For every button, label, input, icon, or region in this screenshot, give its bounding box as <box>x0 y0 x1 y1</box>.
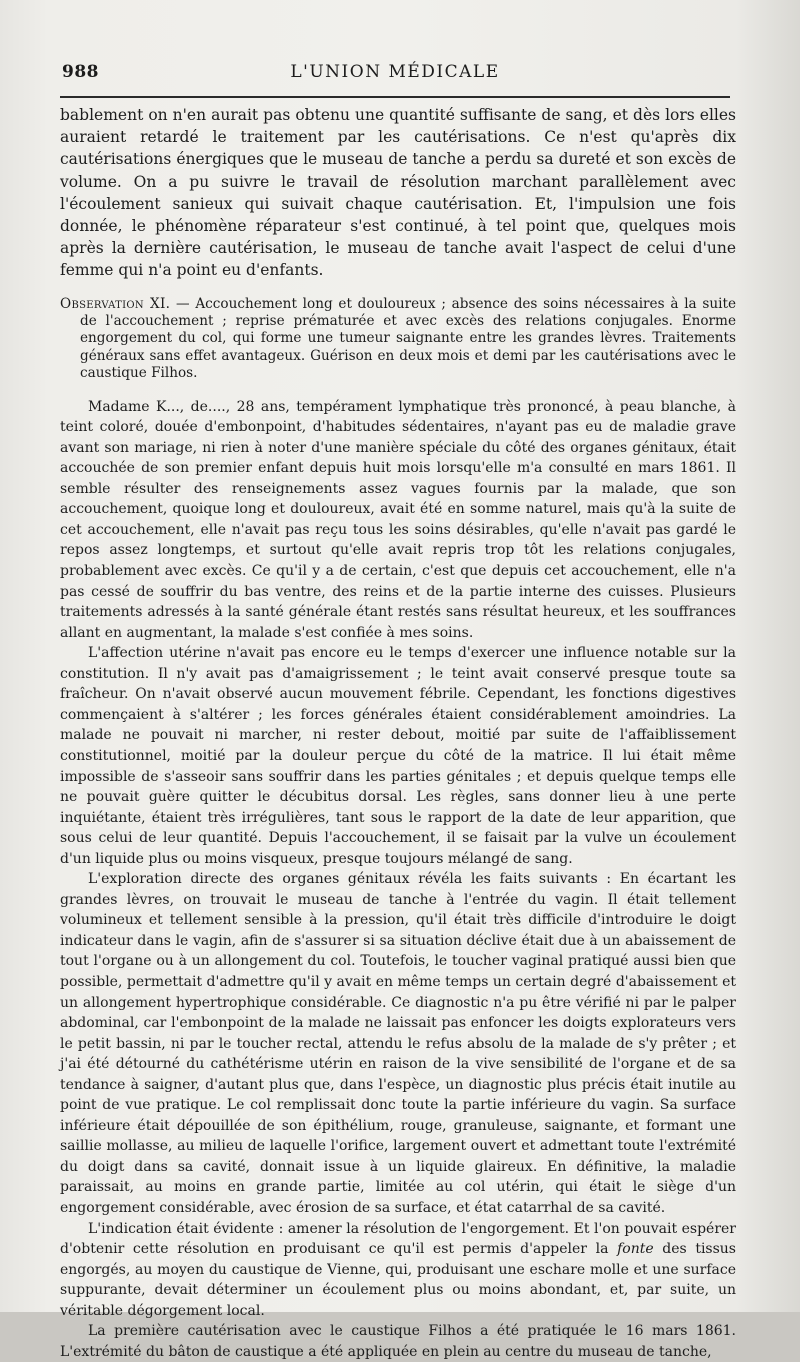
case-paragraph-constitution: L'affection utérine n'avait pas encore eu le temps d'exercer une influence notable sur la constitution. Il n'y avait pas d'amaigrissement ; le teint avait conservé presque toute sa fraîcheur. On n'avait observé aucun mouvement fébrile. Cependant, les fonctions digestives commençaient à s'altérer ; les forces générales étaient considérablement amoindries. La malade ne pouvait ni marcher, ni rester debout, moitié par suite de l'affaiblissement constitutionnel, moitié par la douleur perçue du côté de la matrice. Il lui était même impossible de s'asseoir sans souffrir dans les parties génitales ; et depuis quelque temps elle ne pouvait guère quitter le décubitus dorsal. Les règles, sans donner lieu à une perte inquiétante, étaient très irrégulières, tant sous le rapport de la date de leur apparition, que sous celui de leur quantité. Depuis l'accouchement, il se faisait par la vulve un écoulement d'un liquide plus ou moins visqueux, presque toujours mélangé de sang. <box>60 645 736 867</box>
header-rule <box>60 96 730 98</box>
continuation-paragraph: bablement on n'en aurait pas obtenu une quantité suffisante de sang, et dès lors elles auraient retardé le traitement par les cautérisations. Ce n'est qu'après dix cautérisations énergiques que le museau de tanche a perdu sa dureté et son excès de volume. On a pu suivre le travail de résolution marchant parallèlement avec l'écoulement sanieux qui suivait chaque cautérisation. Et, l'impulsion une fois donnée, le phénomène réparateur s'est continué, à tel point que, quelques mois après la dernière cautérisation, le museau de tanche avait l'aspect de celui d'une femme qui n'a point eu d'enfants. <box>60 106 736 280</box>
case-paragraph-treatment: La première cautérisation avec le caustique Filhos a été pratiquée le 16 mars 1861. L'extrémité du bâton de caustique a été appliquée en plein au centre du museau de tanche, <box>60 1323 736 1360</box>
journal-title: L'UNION MÉDICALE <box>290 62 500 82</box>
observation-label: Observation XI. <box>60 295 171 312</box>
page-number: 988 <box>62 62 99 82</box>
indication-text-before: L'indication était évidente : amener la résolution de l'engorgement. Et l'on pouvait espérer d'obtenir cette résolution en produisant ce qu'il est permis d'appeler la <box>60 1220 736 1258</box>
observation-text: — Accouchement long et douloureux ; absence des soins nécessaires à la suite de l'accouchement ; reprise prématurée et avec excès des relations conjugales. Enorme engorgement du col, qui forme une tumeur saignante entre les grandes lèvres. Traitements généraux sans effet avantageux. Guérison en deux mois et demi par les cautérisations avec le caustique Filhos. <box>80 295 736 382</box>
observation-summary <box>60 296 736 383</box>
case-paragraph-exploration: L'exploration directe des organes génitaux révéla les faits suivants : En écartant les grandes lèvres, on trouvait le museau de tanche à l'entrée du vagin. Il était tellement volumineux et tellement sensible à la pression, qu'il était très difficile d'introduire le doigt indicateur dans le vagin, afin de s'assurer si sa situation déclive était due à un abaissement de tout l'organe ou à un allongement du col. Toutefois, le toucher vaginal pratiqué aussi bien que possible, permettait d'admettre qu'il y avait en même temps un certain degré d'abaissement et un allongement hypertrophique considérable. Ce diagnostic n'a pu être vérifié ni par le palper abdominal, car l'embonpoint de la malade ne laissait pas enfoncer les doigts explorateurs vers le petit bassin, ni par le toucher rectal, attendu le refus absolu de la malade de s'y prêter ; et j'ai été détourné du cathétérisme utérin en raison de la vive sensibilité de l'organe et de sa tendance à saigner, d'autant plus que, dans l'espèce, un diagnostic plus précis était inutile au point de vue pratique. Le col remplissait donc toute la partie inférieure du vagin. Sa surface inférieure était dépouillée de son épithélium, rouge, granuleuse, saignante, et formant une saillie mollasse, au milieu de laquelle l'orifice, largement ouvert et admettant toute l'extrémité du doigt dans sa cavité, donnait issue à un liquide glaireux. En définitive, la maladie paraissait, au moins en grande partie, limitée au col utérin, qui était le siège d'un engorgement considérable, avec érosion de sa surface, et état catarrhal de sa cavité. <box>60 871 736 1216</box>
indication-italic-word: fonte <box>617 1241 654 1258</box>
case-paragraph-indication <box>60 1219 736 1322</box>
article-body <box>60 104 736 1362</box>
case-paragraph-history: Madame K..., de...., 28 ans, tempérament lymphatique très prononcé, à peau blanche, à teint coloré, douée d'embonpoint, d'habitudes sédentaires, n'ayant pas eu de maladie grave avant son mariage, ni rien à noter d'une manière spéciale du côté des organes génitaux, était accouchée de son premier enfant depuis huit mois lorsqu'elle m'a consulté en mars 1861. Il semble résulter des renseignements assez vagues fournis par la malade, que son accouchement, quoique long et douloureux, avait été en somme naturel, mais qu'à la suite de cet accouchement, elle n'avait pas reçu tous les soins désirables, qu'elle n'avait pas gardé le repos assez longtemps, et surtout qu'elle avait repris trop tôt les relations conjugales, probablement avec excès. Ce qu'il y a de certain, c'est que depuis cet accouchement, elle n'a pas cessé de souffrir du bas ventre, des reins et de la partie interne des cuisses. Plusieurs traitements adressés à la santé générale étant restés sans résultat heureux, et les souffrances allant en augmentant, la malade s'est confiée à mes soins. <box>60 398 736 641</box>
indication-text-after: des tissus engorgés, au moyen du caustique de Vienne, qui, produisant une eschare molle et une surface suppurante, devait déterminer un écoulement plus ou moins abondant, et, par suite, un véritable dégorgement local. <box>60 1241 736 1319</box>
running-head <box>62 62 728 88</box>
